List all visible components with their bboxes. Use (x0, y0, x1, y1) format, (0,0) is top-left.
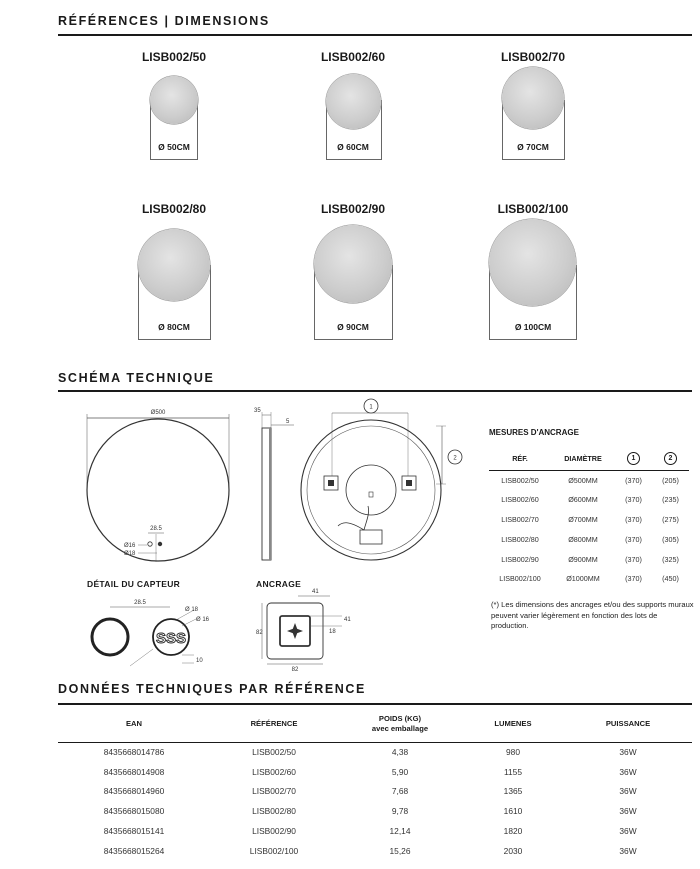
header-poids-line2: avec emballage (371, 724, 429, 734)
back-view-drawing (298, 396, 470, 574)
sensor-ring-left (92, 619, 128, 655)
side-depth-label: 35 (254, 408, 261, 414)
anchorage-table (489, 448, 689, 589)
mirror-preview (150, 76, 198, 124)
driver-box (360, 530, 382, 544)
dimension-label: Ø 70CM (517, 142, 549, 152)
table-cell: 1365 (503, 786, 523, 797)
table-row (489, 470, 689, 490)
table-cell: 1820 (503, 826, 523, 837)
table-row (489, 529, 689, 549)
table-cell: LISB002/50 (252, 747, 296, 758)
table-cell: Ø1000MM (566, 574, 600, 584)
header-ean: EAN (58, 707, 210, 742)
ancrage-depth-label: 18 (329, 629, 336, 635)
table-row (58, 742, 692, 762)
detail-spacing-label: 28.5 (134, 600, 146, 606)
table-cell: LISB002/100 (249, 845, 299, 856)
header-poids-line1: POIDS (KG) (378, 714, 422, 724)
table-cell: LISB002/100 (499, 574, 541, 584)
header-puissance: PUISSANCE (564, 707, 692, 742)
ancrage-inner-label: 41 (312, 589, 319, 595)
table-cell: Ø600MM (568, 495, 598, 505)
table-cell: 9,78 (391, 806, 409, 817)
power-cable (338, 506, 369, 530)
mirror-preview (502, 67, 564, 129)
product-ref-label: LISB002/50 (141, 50, 207, 64)
dimension-line (150, 159, 198, 160)
table-cell: 8435668015141 (103, 826, 165, 837)
table-cell: 15,26 (389, 845, 411, 856)
sensor-symbol: SSS (155, 630, 187, 647)
table-cell: 8435668014960 (103, 786, 165, 797)
table-cell: (370) (625, 475, 642, 485)
sensor-d2-label: Ø18 (124, 551, 136, 557)
mirror-preview (314, 225, 392, 303)
table-cell: (305) (662, 534, 679, 544)
table-cell: 7,68 (391, 786, 409, 797)
table-row (489, 569, 689, 589)
mirror-preview (489, 219, 576, 306)
section-title-donnees: DONNÉES TECHNIQUES PAR RÉFÉRENCE (58, 682, 366, 696)
dimension-line (138, 339, 211, 340)
back-led-ring (346, 465, 396, 515)
section-title-references: RÉFÉRENCES | DIMENSIONS (58, 14, 270, 28)
sensor-d1-label: Ø16 (124, 543, 136, 549)
table-cell: 8435668015080 (103, 806, 165, 817)
dimension-label: Ø 50CM (158, 142, 190, 152)
table-cell: 5,90 (391, 766, 409, 777)
table-cell: LISB002/90 (501, 554, 539, 564)
table-row (58, 782, 692, 802)
front-diameter-label: Ø500 (150, 410, 166, 416)
table-cell: (370) (625, 554, 642, 564)
side-mirror-glass (269, 428, 271, 560)
anchorage-header-2: 2 (652, 448, 689, 470)
side-offset-label: 5 (286, 419, 290, 425)
section-title-schema: SCHÉMA TECHNIQUE (58, 371, 215, 385)
mirror-preview (326, 74, 381, 129)
table-cell: (235) (662, 495, 679, 505)
anchorage-header-ref: RÉF. (489, 448, 551, 470)
ancrage-label: ANCRAGE (256, 579, 302, 589)
dimension-line (326, 159, 382, 160)
table-cell: 36W (619, 826, 637, 837)
side-view-drawing (244, 404, 300, 564)
table-cell: 980 (506, 747, 520, 758)
table-cell: LISB002/80 (501, 534, 539, 544)
table-cell: 36W (619, 845, 637, 856)
product-ref-label: LISB002/90 (320, 202, 386, 216)
table-row (489, 490, 689, 510)
dimension-label: Ø 80CM (158, 322, 190, 332)
product-ref-label: LISB002/100 (497, 202, 569, 216)
product-ref-label: LISB002/70 (500, 50, 566, 64)
table-cell: (205) (662, 475, 679, 485)
sensor-dot (158, 542, 162, 546)
table-cell: 36W (619, 786, 637, 797)
table-cell: (370) (625, 574, 642, 584)
table-row (58, 841, 692, 861)
ancrage-inner-h-label: 41 (344, 617, 351, 623)
dimension-label: Ø 100CM (514, 322, 552, 332)
table-row (58, 762, 692, 782)
table-cell: 2030 (503, 845, 523, 856)
detail-capteur-label: DÉTAIL DU CAPTEUR (87, 579, 181, 589)
dimension-line (314, 339, 393, 340)
table-cell: 8435668014908 (103, 766, 165, 777)
table-cell: 1155 (503, 766, 522, 777)
product-ref-label: LISB002/60 (320, 50, 386, 64)
table-cell: 1610 (503, 806, 523, 817)
table-cell: 8435668014786 (103, 747, 165, 758)
callout-2-label: 2 (453, 455, 457, 462)
ancrage-drawing (250, 586, 360, 674)
callout-1-label: 1 (369, 404, 373, 411)
technical-header-row (58, 707, 692, 742)
table-cell: LISB002/80 (252, 806, 296, 817)
ancrage-h-label: 82 (256, 630, 263, 636)
table-cell: (325) (662, 554, 679, 564)
table-cell: Ø700MM (568, 514, 598, 524)
dimension-line (489, 339, 577, 340)
table-cell: Ø500MM (568, 475, 598, 485)
table-cell: 8435668015264 (103, 845, 165, 856)
table-cell: 36W (619, 806, 637, 817)
table-cell: (370) (625, 514, 642, 524)
table-cell: 4,38 (391, 747, 409, 758)
table-cell: 12,14 (389, 826, 411, 837)
detail-d2-label: Ø 16 (196, 617, 210, 623)
header-reference: RÉFÉRENCE (210, 707, 338, 742)
sensor-spacing-label: 28.5 (150, 526, 162, 532)
anchorage-header-row (489, 448, 689, 470)
table-cell: LISB002/90 (252, 826, 296, 837)
section-rule (58, 34, 692, 36)
table-row (489, 510, 689, 530)
anchorage-title: MESURES D'ANCRAGE (489, 428, 579, 437)
detail-d1-label: Ø 18 (185, 607, 199, 613)
table-cell: 36W (619, 747, 637, 758)
table-cell: LISB002/60 (501, 495, 539, 505)
table-cell: (370) (625, 495, 642, 505)
mirror-preview (138, 229, 210, 301)
table-cell: LISB002/50 (501, 475, 539, 485)
table-cell: LISB002/70 (252, 786, 296, 797)
sensor-dot (148, 542, 152, 546)
table-cell: 36W (619, 766, 637, 777)
product-ref-label: LISB002/80 (141, 202, 207, 216)
header-poids (338, 707, 462, 742)
front-view-drawing (80, 404, 240, 572)
anchorage-header-1: 1 (615, 448, 652, 470)
ancrage-w-label: 82 (291, 667, 299, 673)
dimension-line (502, 159, 565, 160)
dimension-label: Ø 60CM (337, 142, 369, 152)
front-mirror-circle (87, 419, 229, 561)
table-row (58, 821, 692, 841)
table-row (58, 801, 692, 821)
section-rule (58, 703, 692, 705)
header-lumenes: LUMENES (462, 707, 564, 742)
table-cell: LISB002/70 (501, 514, 539, 524)
table-cell: Ø800MM (568, 534, 598, 544)
anchorage-header-diametre: DIAMÈTRE (551, 448, 615, 470)
table-cell: (370) (625, 534, 642, 544)
anchorage-note: (*) Les dimensions des ancrages et/ou des supports muraux peuvent varier légèrement en fonction des lots de production. (491, 600, 694, 630)
table-cell: LISB002/60 (252, 766, 296, 777)
section-rule (58, 390, 692, 392)
detail-height-label: 10 (196, 658, 203, 664)
table-cell: Ø900MM (568, 554, 598, 564)
table-cell: (450) (662, 574, 679, 584)
sensor-detail-drawing (82, 594, 222, 670)
dimension-label: Ø 90CM (337, 322, 369, 332)
table-cell: (275) (662, 514, 679, 524)
technical-data-table (58, 707, 692, 861)
table-row (489, 549, 689, 569)
